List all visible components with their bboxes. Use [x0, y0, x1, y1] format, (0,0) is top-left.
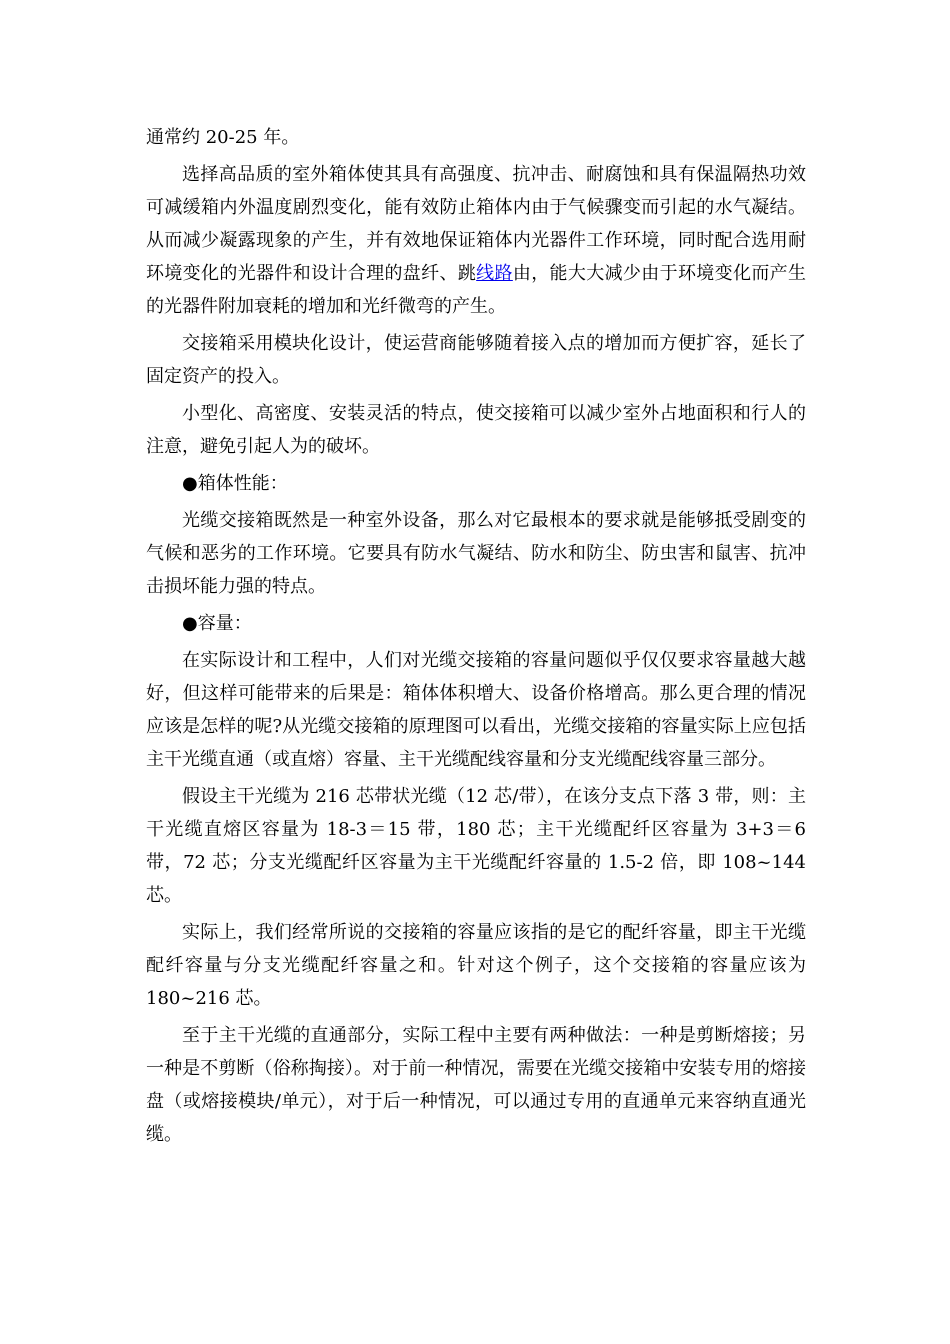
paragraph-cabinet-performance: 光缆交接箱既然是一种室外设备，那么对它最根本的要求就是能够抵受剧变的气候和恶劣的工作环境。它要具有防水气凝结、防水和防尘、防虫害和鼠害、抗冲击损坏能力强的特点。	[146, 510, 806, 597]
paragraph-through-section: 至于主干光缆的直通部分，实际工程中主要有两种做法：一种是剪断熔接；另一种是不剪断（俗称掏接）。对于前一种情况，需要在光缆交接箱中安装专用的熔接盘（或熔接模块/单元），对于后一种情况，可以通过专用的直通单元来容纳直通光缆。	[146, 1025, 806, 1145]
paragraph-text: 选择高品质的室外箱体使其具有高强度、抗冲击、耐腐蚀和具有保温隔热功效可减缓箱内外温度剧烈变化，能有效防止箱体内由于气候骤变而引起的水气凝结。从而减少凝露现象的产生，并有效地保证箱体内光器件工作环境，同时配合选用耐环境变化的光器件和设计合理的盘纤、跳	[146, 164, 806, 284]
paragraph-text: 由，能大大减少由于环境变化而产生的光器件附加衰耗的增加和光纤微弯的产生。	[146, 263, 807, 317]
paragraph-capacity-definition: 实际上，我们经常所说的交接箱的容量应该指的是它的配纤容量，即主干光缆配纤容量与分支光缆配纤容量之和。针对这个例子，这个交接箱的容量应该为 180~216 芯。	[146, 922, 806, 1009]
paragraph-modular-design: 交接箱采用模块化设计，使运营商能够随着接入点的增加而方便扩容，延长了固定资产的投入。	[146, 333, 806, 387]
document-body	[146, 121, 806, 1155]
heading-cabinet-performance: ●箱体性能：	[182, 473, 288, 494]
line-route-link[interactable]: 线路	[476, 263, 513, 284]
paragraph-capacity-intro: 在实际设计和工程中，人们对光缆交接箱的容量问题似乎仅仅要求容量越大越好，但这样可能带来的后果是：箱体体积增大、设备价格增高。那么更合理的情况应该是怎样的呢?从光缆交接箱的原理图可以看出，光缆交接箱的容量实际上应包括主干光缆直通（或直熔）容量、主干光缆配线容量和分支光缆配线容量三部分。	[146, 650, 806, 770]
paragraph-lifespan: 通常约 20-25 年。	[146, 127, 300, 148]
paragraph-compact-features: 小型化、高密度、安装灵活的特点，使交接箱可以减少室外占地面积和行人的注意，避免引起人为的破坏。	[146, 403, 806, 457]
paragraph-cabinet-quality	[146, 158, 806, 323]
paragraph-capacity-example: 假设主干光缆为 216 芯带状光缆（12 芯/带），在该分支点下落 3 带，则：主干光缆直熔区容量为 18-3＝15 带，180 芯；主干光缆配纤区容量为 3+3＝6 带，72 芯；分支光缆配纤区容量为主干光缆配纤容量的 1.5-2 倍，即 108~144 芯。	[146, 786, 806, 906]
heading-capacity: ●容量：	[182, 613, 252, 634]
